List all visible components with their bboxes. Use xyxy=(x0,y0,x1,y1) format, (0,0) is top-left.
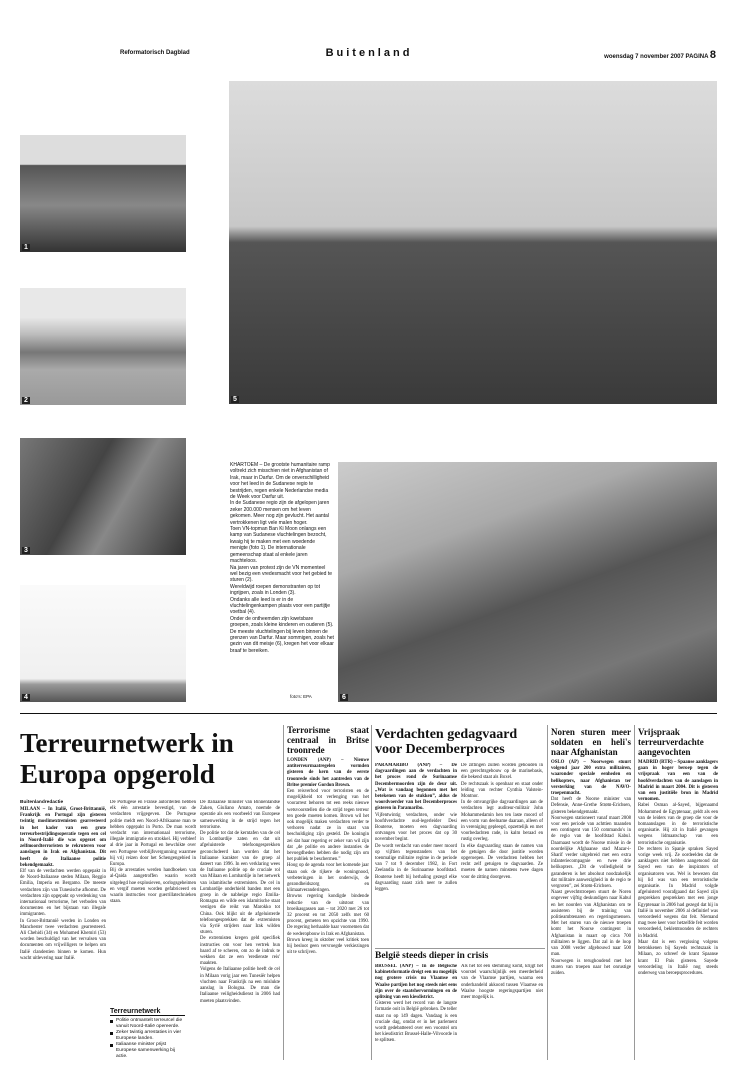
article-paragraph: Rabei Osman al-Sayed, bijgenaamd Mohammed de Egyptenaar, geldt als een van de leiders van de groep die voor de bomaanslagen in de terroristische organisatie. Hij zit in Italië gevangen wegens lidmaatschap van een terroristische organisatie. xyxy=(638,803,718,846)
article-paragraph: Volgens de Italiaanse politie heeft de cel in Milaan vorig jaar een Tunesiër helpen vluchten naar Frankrijk na een mislukte aanslag in Bologna. De man die Italiaanse veiligheidsdienst in 2006 had moeten plaatsvinden. xyxy=(200,967,280,1004)
photo-protest-crowd xyxy=(20,135,186,252)
photo-credit: foto's: EPA xyxy=(290,694,312,699)
section-divider xyxy=(20,713,717,714)
article-paragraph: Gisteren werd het record van de langste formatie ooit in België gebroken. De teller staat nu op 149 dagen. Vandaag is een cruciale dag, omdat er in het parlement wordt gedebatteerd over een voorstel om het kiesdistrict Brussel-Halle-Vilvoorde in te splitsen. xyxy=(375,1001,457,1044)
article-paragraph: De Italiaanse minister van Binnenlandse Zaken, Giuliano Amato, noemde de operatie als een voorbeeld van Europese samenwerking in de strijd tegen het terrorisme. xyxy=(200,800,280,830)
publication-name: Reformatorisch Dagblad xyxy=(120,50,190,56)
summary-item: Politie ontmantelt terreurcel die vanuit Noord-Italië opereerde. xyxy=(110,1018,185,1030)
photo-football-camp xyxy=(20,585,186,702)
article-paragraph: Een reisverbod voor terroristen en de mogelijkheid tot verlenging van het voorarrest behoren tot een reeks nieuwe wetsvoorstellen die de strijd tegen terreur ten goede moeten komen. Brown wil het ook mogelijk maken verdachten verder te verhoren nadat ze in staat van beschuldiging zijn gesteld. De koningin zei dat haar regering er zeker van wil zijn dat „de politie en andere instanties de bevoegdheden hebben die nodig zijn om het publiek te beschermen.” xyxy=(287,789,369,863)
page-header xyxy=(0,46,738,66)
article-paragraph: Browns regering kondigde bindende reductie van de uitstoot van broeikasgassen aan – tot 2020 met 26 tot 32 procent en tot 2050 zelfs met 60 procent, gemeten ten opzichte van 1990. De regering herhaalde haar voornemen dat de wederopbouw in Irak en Afghanistan. xyxy=(287,894,369,937)
article-paragraph: Hoog op de agenda voor het komende jaar staan ook de rijkere de woningnood, verbeteringen in het onderwijs, de gezondheidszorg en klimaatveranderingen. xyxy=(287,863,369,894)
article-paragraph: De extremisten kregen geld specifiek instructies om voor hen vertrek hun baard af te scheren, om zo de indruk te wekken dat ze een 'eredienste reis' maakten. xyxy=(200,936,280,967)
article-paragraph: Maar dat is een vergissing volgens betrokkenen bij Sayeds rechtszaak in Milaan, zo schreef de krant Spaanse krant El País gisteren. Sayede veroordeling in Italië nog steeds onderweg van beroepsprocedures. xyxy=(638,939,718,976)
photo-london-demonstration xyxy=(20,438,186,555)
caption-paragraph: In de Sudanese regio zijn de afgelopen jaren zeker 200.000 mensen om het leven gekomen. Meer nog zijn gevlucht. Het aantal vertrokkenen ligt vele malen hoger. xyxy=(230,500,330,526)
article-lead: BRUSSEL (ANP) – In de Belgische kabinetsformatie dreigt een nu mogelijk nog grotere crisis nu Vlaamse en Waalse partijen het nog steeds niet eens zijn over de staatshervormingen en de splitsing van een kiesdistrict. xyxy=(375,964,457,1001)
photo-number: 4 xyxy=(24,694,28,701)
article-paragraph: In elke dagvaarding staan de namen van de getuigen die door justitie worden opgeroepen. De verdachten hebben het recht zelf getuigen te dagvaarden. Ze moeten de namen minstens twee dagen voor de zitting doorgeven. xyxy=(461,843,543,880)
column-rule xyxy=(547,725,548,1060)
photo-number: 6 xyxy=(342,694,346,701)
article-paragraph: De zittingen zullen worden gehouden in een gerechtsgebouw op de marinebasis, die bekend staat als Boxel. xyxy=(461,763,543,781)
column-rule xyxy=(634,725,635,1060)
article-paragraph: De rechters in Spanje spraken Sayed vorige week vrij. Ze oordeelden dat de aanklagers niet hebben aangetoond dat Sayed een van de inspirators of organisatoren was. Wel is bewezen dat hij lid was van een terroristische organisatie. In Madrid volgde afgeluisterd voorafgaand dat Sayed zijn gesprekken gesprekken met een jonge Egyptenaar in 2006 had gezegd dat hij in Italië in november 2006 al definitief was veroordeeld wegens dat feit. Niemand mag twee keer voor hetzelfde feit worden veroordeeld, beklemtoonden de rechters in Madrid. xyxy=(638,846,718,939)
article-headline-noren: Noren sturen meer soldaten en heli's naar Afghanistan xyxy=(551,727,631,757)
article1-column-1 xyxy=(20,800,106,1058)
section-title: Buitenland xyxy=(325,47,413,59)
caption-paragraph: KHARTOEM – De grootste humanitaire ramp voltrekt zich misschien niet in Afghanistan of Irak, maar in Darfur. Om de onverschilligheid voor het leed in de Sudanese regio te bestrijden, regen enkele Nederlandse media de Week voor Darfur uit. xyxy=(230,462,330,501)
article-headline-decemberproces: Verdachten gedagvaard voor Decemberproces xyxy=(375,727,518,757)
photo-number: 5 xyxy=(233,396,237,403)
caption-paragraph: De meeste vluchtelingen bij leven binnen de grenzen van Darfur. Maar sommigen, zoals het gezin van dit meisje (6), kregen het voor elkaar braaf te bereiken. xyxy=(230,628,334,654)
summary-box xyxy=(110,1008,185,1060)
photo-number: 1 xyxy=(24,244,28,251)
article1-column-2 xyxy=(110,800,196,1005)
article5-column xyxy=(551,727,631,1060)
article-paragraph: Elf van de verdachten werden opgepakt in de Noord-Italiaanse steden Milaan, Reggio Emilia, Imperia en Bergamo. De meeste verdachten zijn van Tunesische afkomst. De verdachten zijn opgepakt op verdenking van internationaal terrorisme, het verboden van documenten en het bijstaan van illegale immigranten. xyxy=(20,869,106,918)
page-label: PAGINA xyxy=(685,54,709,60)
caption-paragraph: Onder de ontheemden zijn kwetsbare groepen, zoals kleine kinderen en ouderen (5). xyxy=(230,615,334,629)
article-lead: MADRID (RTR) – Spaanse aanklagers gaan in hoger beroep tegen de vrijspraak van een van de hoofdverdachten van de aanslagen in Madrid in maart 2004. Dit is gisteren van een justitiële bron in Madrid vernomen. xyxy=(638,760,718,803)
photo-child-washbasins xyxy=(229,81,717,404)
article-paragraph: De politie tot dat de kerntafen van de cel in Lombardije zaten en dat uit afgeluisterde telefoongesprekken geconcludeerd kan worden dat het Italiaanse karakter van de groep al dateert van 1996. In een verklaring wees de Italiaanse politie op de cruciale rol van Milaan en Lombardije in het netwerk van islamitische extremisten. De cel in Lombardije onderhield banden met een groep in de nabheige regio Emilia-Romagna en wilde een islamitische staat vestigen die reikt van Marokko tot China. Ook blijkt uit de afgeluisterde telefoongesprekken dat de extremisten via Syrië strijders naar Irak wilden sturen. xyxy=(200,831,280,936)
article-paragraph: De Portugese en Franse autoriteiten hebben elk één arrestatie bevestigd, van de verdachten vrijgegeven. De Portugese politie meldt een Noord-Afrikaanse man te hebben opgepakt in Porto. De man wordt verdacht van internationaal terrorisme, illegale immigratie en strokkel. Hij verbleef al drie jaar in Portugal en bewchikte over een Portugese verblijfsvergunning waarmee hij vrij reizen door het Schengengebied in Europa. xyxy=(110,800,196,868)
article-paragraph: Vijfentwintig verdachten, onder wie hoofdverdachte oud-legerleider Desi Bouterse, moeten een dagvaarding ontvangen voor het proces dat op 30 november begint. xyxy=(375,812,457,843)
article-headline-belgie: België steeds dieper in crisis xyxy=(375,948,545,962)
summary-box-title: Terreurnetwerk xyxy=(110,1008,185,1016)
article-paragraph: De wordt verdacht van onder meer moord op vijftien tegenstanders van het toenmalige militaire regime in de periode van 7 tot 9 december 1982, in Fort Zeelandia in de Surinaamse hoofdstad. Bouterse heeft bij herhaling gezegd elke dagvaarding naast zich neer te zullen leggen. xyxy=(375,843,457,893)
article-lead: OSLO (AP) – Noorwegen stuurt volgend jaar 200 extra militairen, waaronder speciale eenheden en helikopters, naar Afghanistan ter versterking van de NAVO-troepenmacht. xyxy=(551,760,631,797)
article-lead: MILAAN – In Italië, Groot-Brittannië, Frankrijk en Portugal zijn gisteren twintig moslimextremisten gearresteerd in het kader van een grote terreurbestrijdingsoperatie tegen een cel in Noord-Italië die was opgezet om zelfmoordterroristen te rekruteren voor aanslagen in Irak en Afghanistan. Dit heeft de Italiaanse politie bekendgemaakt. xyxy=(20,807,106,868)
caption-paragraph: Toen VN-topman Ban Ki Moon onlangs een kamp van Sudanese vluchtelingen bezocht, kwaig hij te maken met een woedende menigte (foto 1). De internationale gemeenschap staat al enkele jaren machteloos. xyxy=(230,526,327,565)
photo-elderly-woman xyxy=(338,462,717,702)
summary-item: Italiaanse minister prijst Europese samenwerking bij actie. xyxy=(110,1042,185,1060)
article4-column-2 xyxy=(461,964,543,1060)
article2-column xyxy=(287,725,369,1060)
column-rule xyxy=(371,725,372,1060)
article-paragraph: In Groot-Brittannië werden in Londen en Manchester twee verdachten gearresteerd. Ali Chehidi (34) en Mohamed Khemiri (53) worden beschuldigd van het vervalsen van documenten om vrijwilligers te helpen om Italië clandestien binnen te komen. Hun wacht uitlevering naar Italië. xyxy=(20,918,106,961)
article-paragraph: In de omvangrijke dagvaardingen aan de verdachten legt auditeur-militair John Mohammedamin hen ten laste moord of een vorm van deelname daaraan, alleen of in vereniging gepleegd, opzettelijk en met voorbedachten rade, in kalm beraad en rustig overleg. xyxy=(461,800,543,843)
article-paragraph: De rechtszaak is openbaar en staat onder leiding van rechter Cynthia Valstein-Montnor. xyxy=(461,781,543,800)
page-number: 8 xyxy=(709,49,716,61)
article-paragraph: Noorwegen is terughoudend met het sturen van troepen naar het onrustige zuiden. xyxy=(551,958,631,976)
article-paragraph: Als het tot een stemming komt, krijgt het voorstel waarschijnlijk een meerderheid van de Vlaamse partijen, waarna een onderhandeld akkoord tussen Vlaamse en Waalse hoogste regeringspartijen niet meer mogelijk is. xyxy=(461,964,543,1001)
article-lead: LONDEN (ANP) – Nieuwe antiterreurmaatregelen vormden gisteren de kern van de eerste troonrede sinds het aantreden van de Britse premier Gordon Brown. xyxy=(287,758,369,788)
column-rule xyxy=(283,725,284,1060)
article-lead: PARAMARIBO (ANP) – De dagvaardingen aan de verdachten in het proces rond de Surinaamse Decembermoorden zijn de deur uit. „Wat is vandaag begonnen met het betekenen van de stukken”, aldus de woordvoerder van het Decemberproces gisteren in Paramaribo. xyxy=(375,763,457,812)
caption-paragraph: Ondanks alle leed is er in de vluchtelingenkampen plaats voor een partijtje voetbal (4). xyxy=(230,596,331,616)
photo-number: 3 xyxy=(24,547,28,554)
caption-paragraph: Na jaren van protest zijn de VN momenteel wel bezig een vredesmacht voor het gebied te sturen (2). xyxy=(230,564,333,584)
article-headline-troonrede: Terrorisme staat centraal in Britse troonrede xyxy=(287,725,369,755)
article-paragraph: Noorwegen stationeert vanaf maart 2008 voor een periode van achttien maanden een contingent van 150 commando's in de regio van de hoofdstad Kabul. Daarnaast wordt de Noorse missie in de noordelijke Afghaanse stad Mazar-i-Sharif verder uitgebreid met een extra infanteriecompagnie en twee drie helikopters. „Dit de volledigheid te garanderen is het absoluut noodzakelijk dat militaire aanwezigheid in de regio te vergroten”, zei Strøm-Erichsen. xyxy=(551,815,631,890)
article-headline-vrijspraak: Vrijspraak terreurverdachte aangevochten xyxy=(638,727,704,757)
article-paragraph: Naast gevechtstroepen stuurt de Noren ongeveer vijftig deskundigen naar Kabul en het noorden van Afghanistan om te assisteren bij de training van politieambtenaren en regeringsmensen. Met het sturen van de nieuwe troepen komt het Noorse contingent in Afghanistan in maart op circa 700 militairen te liggen. Dat zal in de loop van 2008 verder afgebouwd naar 500 man. xyxy=(551,890,631,958)
article-headline-terreurnetwerk: Terreurnetwerk in Europa opgerold xyxy=(20,728,234,789)
date-text: woensdag 7 november 2007 xyxy=(604,54,684,60)
article3-column-2 xyxy=(461,763,543,943)
summary-item: Zeker twintig arrestaties in vier Europese landen. xyxy=(110,1030,185,1042)
article3-column-1 xyxy=(375,763,457,943)
article1-column-3 xyxy=(200,800,280,1060)
photo-caption xyxy=(230,462,334,654)
page-date xyxy=(604,49,716,61)
article-author: Buitenlandredactie xyxy=(20,800,64,805)
article-paragraph: Bij de arrestaties werden handboeken van al-Qaida aangetroffen waarin wordt uitgelegd hoe explosieven, oorlogsgeheimen en vergif moeten worden gefabriceerd en waarin instructies voor guerrillatechnieken staan. xyxy=(110,868,196,905)
article-paragraph: Dat heeft de Noorse minister van Defensie, Anne-Grethe Strøm-Erichsen, gisteren bekendgemaakt. xyxy=(551,797,631,815)
caption-paragraph: Wereldwijd roepen demonstranten op tot ingrijpen, zoals in Londen (3). xyxy=(230,583,320,597)
article4-column-1 xyxy=(375,964,457,1060)
photo-soldiers-vehicle xyxy=(20,288,186,405)
photo-number: 2 xyxy=(24,397,28,404)
article6-column xyxy=(638,727,718,1060)
article-paragraph: Brown kreeg in oktober veel kritiek toen hij besloot geen vervroegde verkiezingen uit te schrijven. xyxy=(287,937,369,956)
